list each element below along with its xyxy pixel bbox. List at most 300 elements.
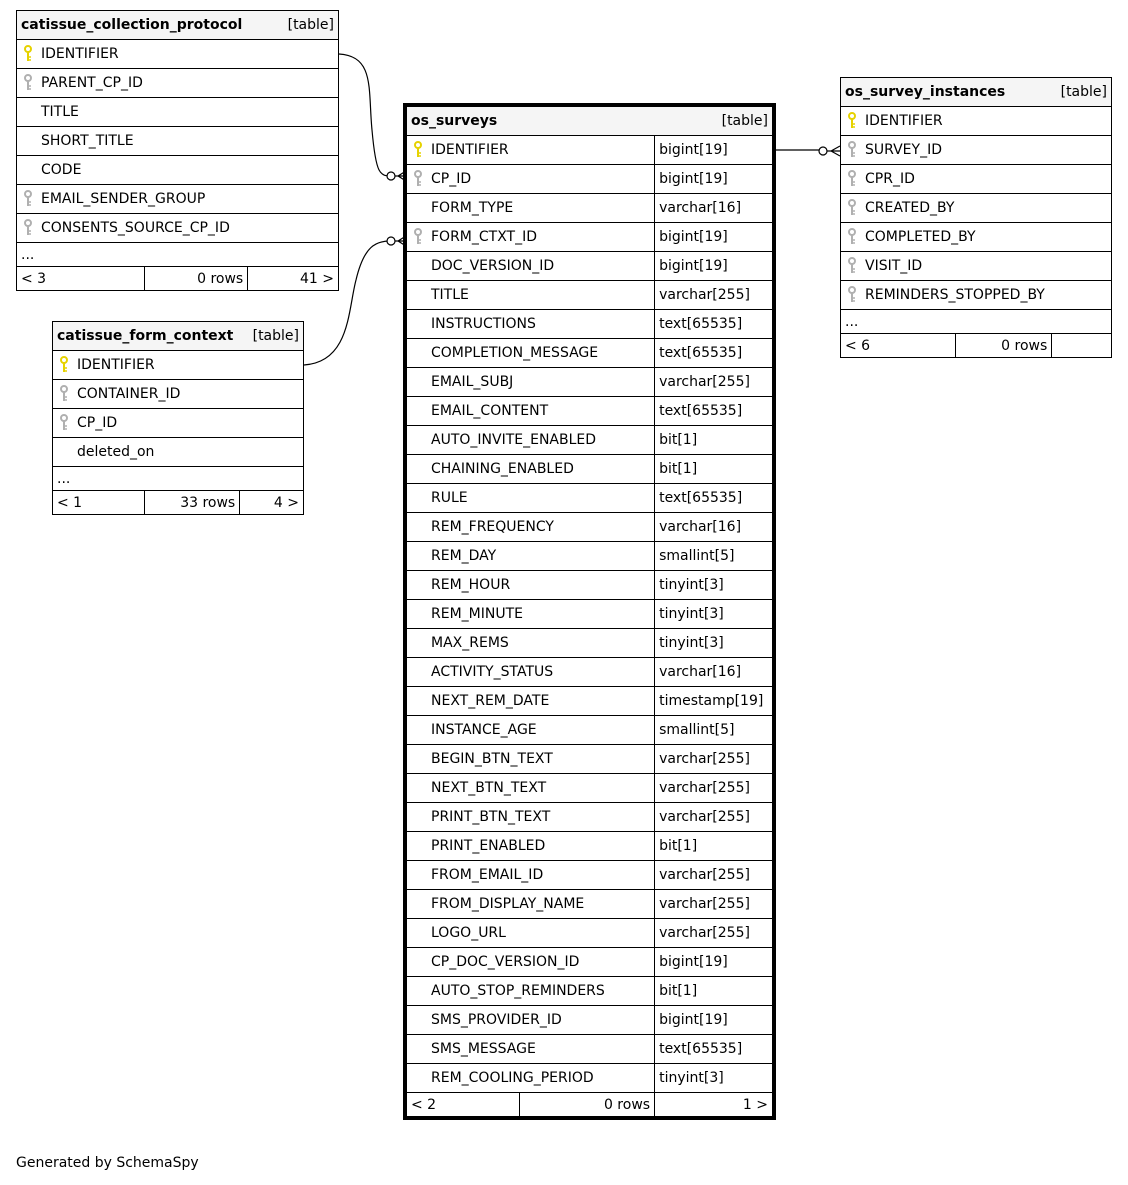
column-type-cell [655,571,773,600]
table-type: [table] [721,113,768,129]
column-name: REMINDERS_STOPPED_BY [865,287,1045,303]
column-row[interactable] [407,1006,773,1035]
column-type-cell [655,542,773,571]
column-row[interactable] [407,1035,773,1064]
table-header [53,322,304,351]
column-row[interactable] [407,687,773,716]
column-name: IDENTIFIER [77,357,155,373]
column-name-cell [17,214,339,243]
column-name-cell [407,513,655,542]
column-name: NEXT_BTN_TEXT [431,780,547,796]
column-type-cell [655,658,773,687]
column-type-cell [655,252,773,281]
column-type: varchar[255] [659,374,750,390]
row-count-cell [144,491,240,515]
column-type: bigint[19] [659,171,728,187]
column-row[interactable] [407,629,773,658]
more-columns-row [17,243,339,267]
table-footer [53,491,304,515]
column-type: varchar[16] [659,664,742,680]
column-name-cell [53,380,304,409]
row-count: 0 rows [1001,337,1048,354]
foreign-key-icon [847,228,859,246]
column-type: tinyint[3] [659,1070,724,1086]
row-count: 33 rows [180,494,236,511]
column-name: SHORT_TITLE [41,133,134,149]
column-name-cell [407,397,655,426]
more-columns-ellipsis: ... [845,313,859,330]
primary-key-icon [23,45,35,63]
column-type: varchar[255] [659,809,750,825]
column-name-cell [17,40,339,69]
column-type: tinyint[3] [659,635,724,651]
generated-by-credit: Generated by SchemaSpy [16,1155,199,1171]
column-type: tinyint[3] [659,577,724,593]
column-type: varchar[255] [659,780,750,796]
edge-si-crowfoot [827,146,840,156]
column-name-cell [407,977,655,1006]
column-row[interactable] [407,600,773,629]
column-row[interactable] [407,832,773,861]
column-name: REM_COOLING_PERIOD [431,1070,594,1086]
row-count-cell [144,267,248,291]
column-type-cell [655,745,773,774]
foreign-key-icon [413,170,425,188]
column-name: LOGO_URL [431,925,506,941]
column-name-cell [17,127,339,156]
column-row[interactable] [841,194,1112,223]
foreign-key-icon [23,74,35,92]
column-row[interactable] [407,339,773,368]
column-name-cell [407,542,655,571]
column-type: text[65535] [659,490,743,506]
column-type-cell [655,1006,773,1035]
column-name: CONSENTS_SOURCE_CP_ID [41,220,230,236]
column-name: EMAIL_CONTENT [431,403,549,419]
table-name: os_surveys [411,113,498,129]
column-name: CP_DOC_VERSION_ID [431,954,580,970]
column-name: IDENTIFIER [41,46,119,62]
column-name: CHAINING_ENABLED [431,461,574,477]
column-row[interactable] [407,774,773,803]
row-count: 0 rows [603,1096,651,1113]
column-row[interactable] [407,513,773,542]
children-count: 4 > [273,494,299,511]
column-name: EMAIL_SENDER_GROUP [41,191,206,207]
column-type-cell [655,716,773,745]
column-type: text[65535] [659,316,743,332]
children-count-cell [655,1093,773,1117]
foreign-key-icon [23,219,35,237]
column-name-cell [407,832,655,861]
column-name-cell [407,687,655,716]
column-name: VISIT_ID [865,258,923,274]
foreign-key-icon [847,286,859,304]
parents-count-cell [407,1093,520,1117]
column-name: REM_FREQUENCY [431,519,554,535]
column-name-cell [841,281,1112,310]
column-name: IDENTIFIER [431,142,509,158]
column-type-cell [655,281,773,310]
column-name-cell [841,223,1112,252]
foreign-key-icon [59,414,71,432]
column-row[interactable] [407,861,773,890]
column-name: SMS_PROVIDER_ID [431,1012,562,1028]
column-name-cell [407,1035,655,1064]
column-name: EMAIL_SUBJ [431,374,514,390]
foreign-key-icon [23,190,35,208]
column-type: varchar[255] [659,751,750,767]
column-name-cell [407,571,655,600]
column-name: RULE [431,490,468,506]
table-type: [table] [287,17,334,33]
column-name: CODE [41,162,82,178]
column-row[interactable] [407,455,773,484]
ellipsis-cell [17,243,339,267]
table-header-cell [841,78,1112,107]
column-type: varchar[255] [659,925,750,941]
column-name-cell [407,948,655,977]
edge-cp-circle [387,172,395,180]
table-header-cell [17,11,339,40]
column-name: AUTO_INVITE_ENABLED [431,432,597,448]
column-row[interactable] [17,156,339,185]
column-name-cell [407,774,655,803]
column-type: bit[1] [659,983,698,999]
column-type: tinyint[3] [659,606,724,622]
column-row[interactable] [407,745,773,774]
table-os-surveys[interactable] [406,106,773,1117]
column-name-cell [841,107,1112,136]
table-type: [table] [252,328,299,344]
column-type-cell [655,919,773,948]
column-type-cell [655,513,773,542]
column-row[interactable] [407,426,773,455]
column-name: IDENTIFIER [865,113,943,129]
column-type-cell [655,310,773,339]
column-type: text[65535] [659,345,743,361]
column-name-cell [407,339,655,368]
column-row[interactable] [407,136,773,165]
column-name: ACTIVITY_STATUS [431,664,554,680]
column-name: TITLE [41,104,79,120]
table-header-cell [407,107,773,136]
column-type-cell [655,484,773,513]
column-row[interactable] [407,397,773,426]
parents-count-cell [17,267,145,291]
column-name-cell [407,600,655,629]
column-name-cell [407,745,655,774]
column-name: FROM_EMAIL_ID [431,867,544,883]
column-type-cell [655,1064,773,1093]
column-name: CP_ID [431,171,472,187]
column-row[interactable] [17,69,339,98]
column-row[interactable] [407,977,773,1006]
parents-count: < 1 [57,494,83,511]
ellipsis-cell [841,310,1112,334]
column-row[interactable] [407,890,773,919]
column-row[interactable] [17,127,339,156]
row-count-cell [955,334,1052,358]
column-name-cell [407,426,655,455]
foreign-key-icon [59,385,71,403]
column-type-cell [655,426,773,455]
column-type-cell [655,1035,773,1064]
column-row[interactable] [407,1064,773,1093]
table-name: catissue_collection_protocol [21,17,243,33]
column-name-cell [407,252,655,281]
column-type: bigint[19] [659,142,728,158]
column-name-cell [407,194,655,223]
table-name: catissue_form_context [57,328,234,344]
column-name-cell [407,484,655,513]
column-name: INSTRUCTIONS [431,316,536,332]
column-type-cell [655,194,773,223]
column-type: varchar[255] [659,287,750,303]
column-type-cell [655,977,773,1006]
column-name: SMS_MESSAGE [431,1041,536,1057]
table-header [407,107,773,136]
foreign-key-icon [847,170,859,188]
column-name-cell [407,136,655,165]
column-row[interactable] [841,136,1112,165]
column-name-cell [407,861,655,890]
foreign-key-icon [847,199,859,217]
column-name-cell [407,919,655,948]
column-row[interactable] [407,716,773,745]
parents-count: < 2 [411,1096,437,1113]
column-row[interactable] [407,803,773,832]
column-type: bit[1] [659,838,698,854]
column-name-cell [407,1064,655,1093]
column-row[interactable] [17,185,339,214]
column-name-cell [17,185,339,214]
more-columns-ellipsis: ... [21,246,35,263]
column-type: bigint[19] [659,1012,728,1028]
column-name-cell [407,281,655,310]
column-name: TITLE [431,287,469,303]
column-name-cell [407,368,655,397]
column-row[interactable] [53,409,304,438]
edge-si-circle [819,147,827,155]
column-type-cell [655,339,773,368]
column-type: bit[1] [659,432,698,448]
column-row[interactable] [407,281,773,310]
table-footer [17,267,339,291]
column-name: MAX_REMS [431,635,509,651]
column-type-cell [655,397,773,426]
column-name-cell [53,438,304,467]
column-name-cell [53,351,304,380]
column-name: deleted_on [77,444,155,460]
column-name: INSTANCE_AGE [431,722,537,738]
column-name: CP_ID [77,415,118,431]
column-type: timestamp[19] [659,693,764,709]
column-name: FROM_DISPLAY_NAME [431,896,585,912]
more-columns-row [841,310,1112,334]
column-type-cell [655,687,773,716]
column-name: CREATED_BY [865,200,955,216]
column-row[interactable] [407,310,773,339]
column-type-cell [655,890,773,919]
column-type: varchar[255] [659,896,750,912]
column-type: varchar[16] [659,200,742,216]
column-type: bigint[19] [659,229,728,245]
table-header [841,78,1112,107]
column-row[interactable] [53,380,304,409]
column-name: FORM_CTXT_ID [431,229,538,245]
edge-fc-crowfoot [395,236,406,246]
column-row[interactable] [407,252,773,281]
column-type: varchar[16] [659,519,742,535]
row-count-cell [519,1093,655,1117]
children-count-cell [1052,334,1112,358]
column-row[interactable] [841,252,1112,281]
column-type-cell [655,165,773,194]
table-footer [407,1093,773,1117]
column-name-cell [841,194,1112,223]
parents-count: < 6 [845,337,871,354]
column-name: REM_DAY [431,548,497,564]
column-name-cell [841,252,1112,281]
column-name: PARENT_CP_ID [41,75,143,91]
ellipsis-cell [53,467,304,491]
column-name: CONTAINER_ID [77,386,181,402]
edge-fc-circle [387,237,395,245]
column-type-cell [655,803,773,832]
column-type-cell [655,136,773,165]
primary-key-icon [847,112,859,130]
primary-key-icon [59,356,71,374]
children-count: 1 > [742,1096,768,1113]
foreign-key-icon [413,228,425,246]
parents-count-cell [841,334,956,358]
column-name: PRINT_ENABLED [431,838,546,854]
column-name: AUTO_STOP_REMINDERS [431,983,605,999]
column-name-cell [17,98,339,127]
more-columns-row [53,467,304,491]
column-name: NEXT_REM_DATE [431,693,550,709]
column-name-cell [407,310,655,339]
column-row[interactable] [53,351,304,380]
table-header-cell [53,322,304,351]
column-type-cell [655,774,773,803]
foreign-key-icon [847,257,859,275]
column-type: smallint[5] [659,722,735,738]
edge-cp-to-surveys [339,54,392,176]
column-name: CPR_ID [865,171,915,187]
column-row[interactable] [407,571,773,600]
column-type: varchar[255] [659,867,750,883]
column-type-cell [655,948,773,977]
column-row[interactable] [407,948,773,977]
column-name: PRINT_BTN_TEXT [431,809,551,825]
column-row[interactable] [407,919,773,948]
column-name-cell [841,136,1112,165]
column-row[interactable] [17,40,339,69]
column-name: FORM_TYPE [431,200,514,216]
column-row[interactable] [841,223,1112,252]
column-type-cell [655,629,773,658]
column-name-cell [407,223,655,252]
column-type: bit[1] [659,461,698,477]
column-type: text[65535] [659,1041,743,1057]
column-name: REM_HOUR [431,577,511,593]
column-name: COMPLETED_BY [865,229,976,245]
column-row[interactable] [17,214,339,243]
column-type: smallint[5] [659,548,735,564]
column-name-cell [407,716,655,745]
table-type: [table] [1060,84,1107,100]
foreign-key-icon [847,141,859,159]
column-name-cell [53,409,304,438]
column-row[interactable] [841,165,1112,194]
parents-count-cell [53,491,145,515]
column-type: bigint[19] [659,258,728,274]
column-name-cell [407,629,655,658]
table-catissue-collection-protocol[interactable] [16,10,339,291]
column-row[interactable] [407,165,773,194]
column-name-cell [407,165,655,194]
column-row[interactable] [407,368,773,397]
column-row[interactable] [53,438,304,467]
column-name-cell [407,658,655,687]
row-count: 0 rows [197,270,244,287]
children-count-cell [248,267,339,291]
column-name: DOC_VERSION_ID [431,258,555,274]
column-row[interactable] [841,107,1112,136]
column-name-cell [841,165,1112,194]
column-type-cell [655,832,773,861]
table-os-survey-instances[interactable] [840,77,1112,358]
column-row[interactable] [17,98,339,127]
column-type-cell [655,223,773,252]
column-type-cell [655,600,773,629]
column-row[interactable] [407,194,773,223]
column-name: COMPLETION_MESSAGE [431,345,599,361]
column-name: REM_MINUTE [431,606,523,622]
column-name-cell [407,890,655,919]
column-row[interactable] [841,281,1112,310]
children-count: 41 > [300,270,334,287]
column-name-cell [407,455,655,484]
more-columns-ellipsis: ... [57,470,71,487]
primary-key-icon [413,141,425,159]
table-header [17,11,339,40]
edge-cp-crowfoot [395,171,406,181]
column-type: bigint[19] [659,954,728,970]
children-count-cell [240,491,304,515]
column-type-cell [655,368,773,397]
column-type-cell [655,861,773,890]
column-type-cell [655,455,773,484]
table-catissue-form-context[interactable] [52,321,304,515]
column-type: text[65535] [659,403,743,419]
table-footer [841,334,1112,358]
column-name-cell [407,803,655,832]
column-row[interactable] [407,484,773,513]
column-row[interactable] [407,223,773,252]
column-name: SURVEY_ID [865,142,942,158]
column-row[interactable] [407,542,773,571]
column-name: BEGIN_BTN_TEXT [431,751,553,767]
column-name-cell [407,1006,655,1035]
column-name-cell [17,69,339,98]
column-name-cell [17,156,339,185]
column-row[interactable] [407,658,773,687]
parents-count: < 3 [21,270,47,287]
table-name: os_survey_instances [845,84,1006,100]
